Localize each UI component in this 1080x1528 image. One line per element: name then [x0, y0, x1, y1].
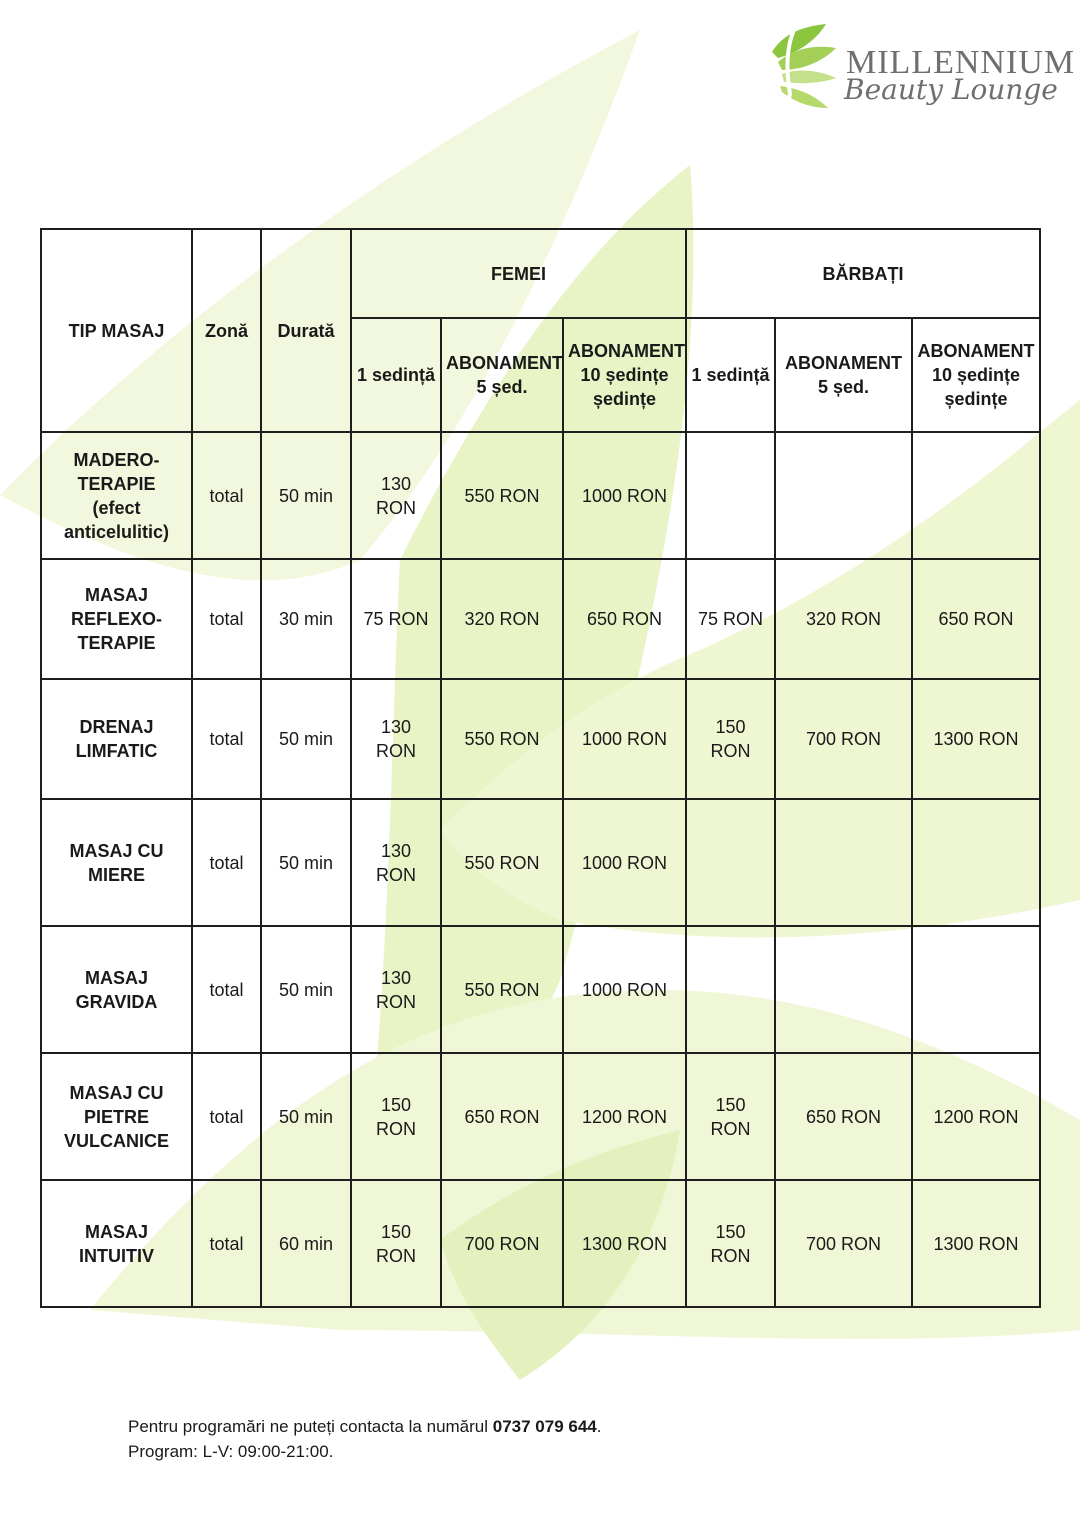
- price-cell: 1000 RON: [563, 679, 686, 799]
- header-row-groups: [41, 229, 1040, 318]
- leaf-logo-icon: [764, 22, 844, 117]
- header-barbati: BĂRBAȚI: [686, 229, 1040, 318]
- zone-cell: total: [192, 799, 261, 926]
- table-row: [41, 1053, 1040, 1180]
- header-durata: Durată: [261, 229, 351, 432]
- contact-line: [128, 1414, 602, 1439]
- price-cell: 130 RON: [351, 679, 441, 799]
- massage-type: MASAJ GRAVIDA: [41, 926, 192, 1053]
- massage-type: MADERO- TERAPIE (efect anticelulitic): [41, 432, 192, 559]
- header-femei-single-session: 1 sedință: [351, 318, 441, 432]
- price-cell: 320 RON: [441, 559, 563, 679]
- zone-cell: total: [192, 679, 261, 799]
- price-cell: 1000 RON: [563, 799, 686, 926]
- price-cell: 150 RON: [351, 1053, 441, 1180]
- price-cell: 700 RON: [775, 1180, 912, 1307]
- price-cell: [686, 432, 775, 559]
- header-barbati-subscription-5: ABONAMENT 5 șed.: [775, 318, 912, 432]
- zone-cell: total: [192, 1053, 261, 1180]
- header-femei-subscription-10: ABONAMENT 10 ședințe ședințe: [563, 318, 686, 432]
- price-cell: 700 RON: [441, 1180, 563, 1307]
- price-cell: 550 RON: [441, 432, 563, 559]
- table-row: [41, 799, 1040, 926]
- zone-cell: total: [192, 559, 261, 679]
- brand-name: MILLENNIUM: [846, 44, 1076, 81]
- schedule-line: Program: L-V: 09:00-21:00.: [128, 1442, 334, 1461]
- price-cell: 550 RON: [441, 679, 563, 799]
- price-cell: 650 RON: [912, 559, 1040, 679]
- price-cell: 700 RON: [775, 679, 912, 799]
- price-cell: 650 RON: [775, 1053, 912, 1180]
- massage-type: DRENAJ LIMFATIC: [41, 679, 192, 799]
- price-cell: 550 RON: [441, 926, 563, 1053]
- header-barbati-single-session: 1 sedință: [686, 318, 775, 432]
- duration-cell: 50 min: [261, 926, 351, 1053]
- price-cell: [912, 432, 1040, 559]
- duration-cell: 60 min: [261, 1180, 351, 1307]
- price-cell: 130 RON: [351, 432, 441, 559]
- price-rows: [41, 432, 1040, 1307]
- header-zona: Zonă: [192, 229, 261, 432]
- price-cell: 1200 RON: [563, 1053, 686, 1180]
- contact-suffix: .: [596, 1417, 602, 1436]
- price-cell: 650 RON: [441, 1053, 563, 1180]
- price-cell: [775, 926, 912, 1053]
- price-cell: 1200 RON: [912, 1053, 1040, 1180]
- phone-number: 0737 079 644: [492, 1417, 597, 1436]
- price-cell: 650 RON: [563, 559, 686, 679]
- header-femei: FEMEI: [351, 229, 686, 318]
- price-cell: 150 RON: [686, 1180, 775, 1307]
- price-cell: [912, 799, 1040, 926]
- price-cell: 320 RON: [775, 559, 912, 679]
- table-row: [41, 926, 1040, 1053]
- price-cell: 150 RON: [351, 1180, 441, 1307]
- massage-type: MASAJ CU MIERE: [41, 799, 192, 926]
- brand-subtitle: Beauty Lounge: [844, 73, 1058, 106]
- price-cell: 550 RON: [441, 799, 563, 926]
- price-cell: 75 RON: [351, 559, 441, 679]
- table-row: [41, 679, 1040, 799]
- price-cell: [686, 799, 775, 926]
- duration-cell: 30 min: [261, 559, 351, 679]
- brand-logo: [764, 22, 1076, 117]
- table-row: [41, 559, 1040, 679]
- price-cell: 150 RON: [686, 679, 775, 799]
- price-cell: 75 RON: [686, 559, 775, 679]
- duration-cell: 50 min: [261, 1053, 351, 1180]
- price-cell: [775, 432, 912, 559]
- price-table: [40, 228, 1041, 1308]
- duration-cell: 50 min: [261, 432, 351, 559]
- zone-cell: total: [192, 432, 261, 559]
- zone-cell: total: [192, 1180, 261, 1307]
- zone-cell: total: [192, 926, 261, 1053]
- header-tip-masaj: TIP MASAJ: [41, 229, 192, 432]
- price-cell: 130 RON: [351, 926, 441, 1053]
- duration-cell: 50 min: [261, 679, 351, 799]
- price-cell: 1300 RON: [912, 1180, 1040, 1307]
- price-cell: 1000 RON: [563, 926, 686, 1053]
- table-row: [41, 432, 1040, 559]
- contact-footer: [128, 1414, 602, 1464]
- massage-type: MASAJ INTUITIV: [41, 1180, 192, 1307]
- massage-type: MASAJ REFLEXO- TERAPIE: [41, 559, 192, 679]
- price-cell: 1000 RON: [563, 432, 686, 559]
- price-cell: 150 RON: [686, 1053, 775, 1180]
- header-barbati-subscription-10: ABONAMENT 10 ședințe ședințe: [912, 318, 1040, 432]
- price-cell: 1300 RON: [912, 679, 1040, 799]
- contact-prefix: Pentru programări ne puteți contacta la numărul: [128, 1417, 493, 1436]
- header-femei-subscription-5: ABONAMENT 5 șed.: [441, 318, 563, 432]
- duration-cell: 50 min: [261, 799, 351, 926]
- table-row: [41, 1180, 1040, 1307]
- price-cell: [686, 926, 775, 1053]
- price-cell: [775, 799, 912, 926]
- price-cell: 130 RON: [351, 799, 441, 926]
- price-cell: 1300 RON: [563, 1180, 686, 1307]
- massage-type: MASAJ CU PIETRE VULCANICE: [41, 1053, 192, 1180]
- price-cell: [912, 926, 1040, 1053]
